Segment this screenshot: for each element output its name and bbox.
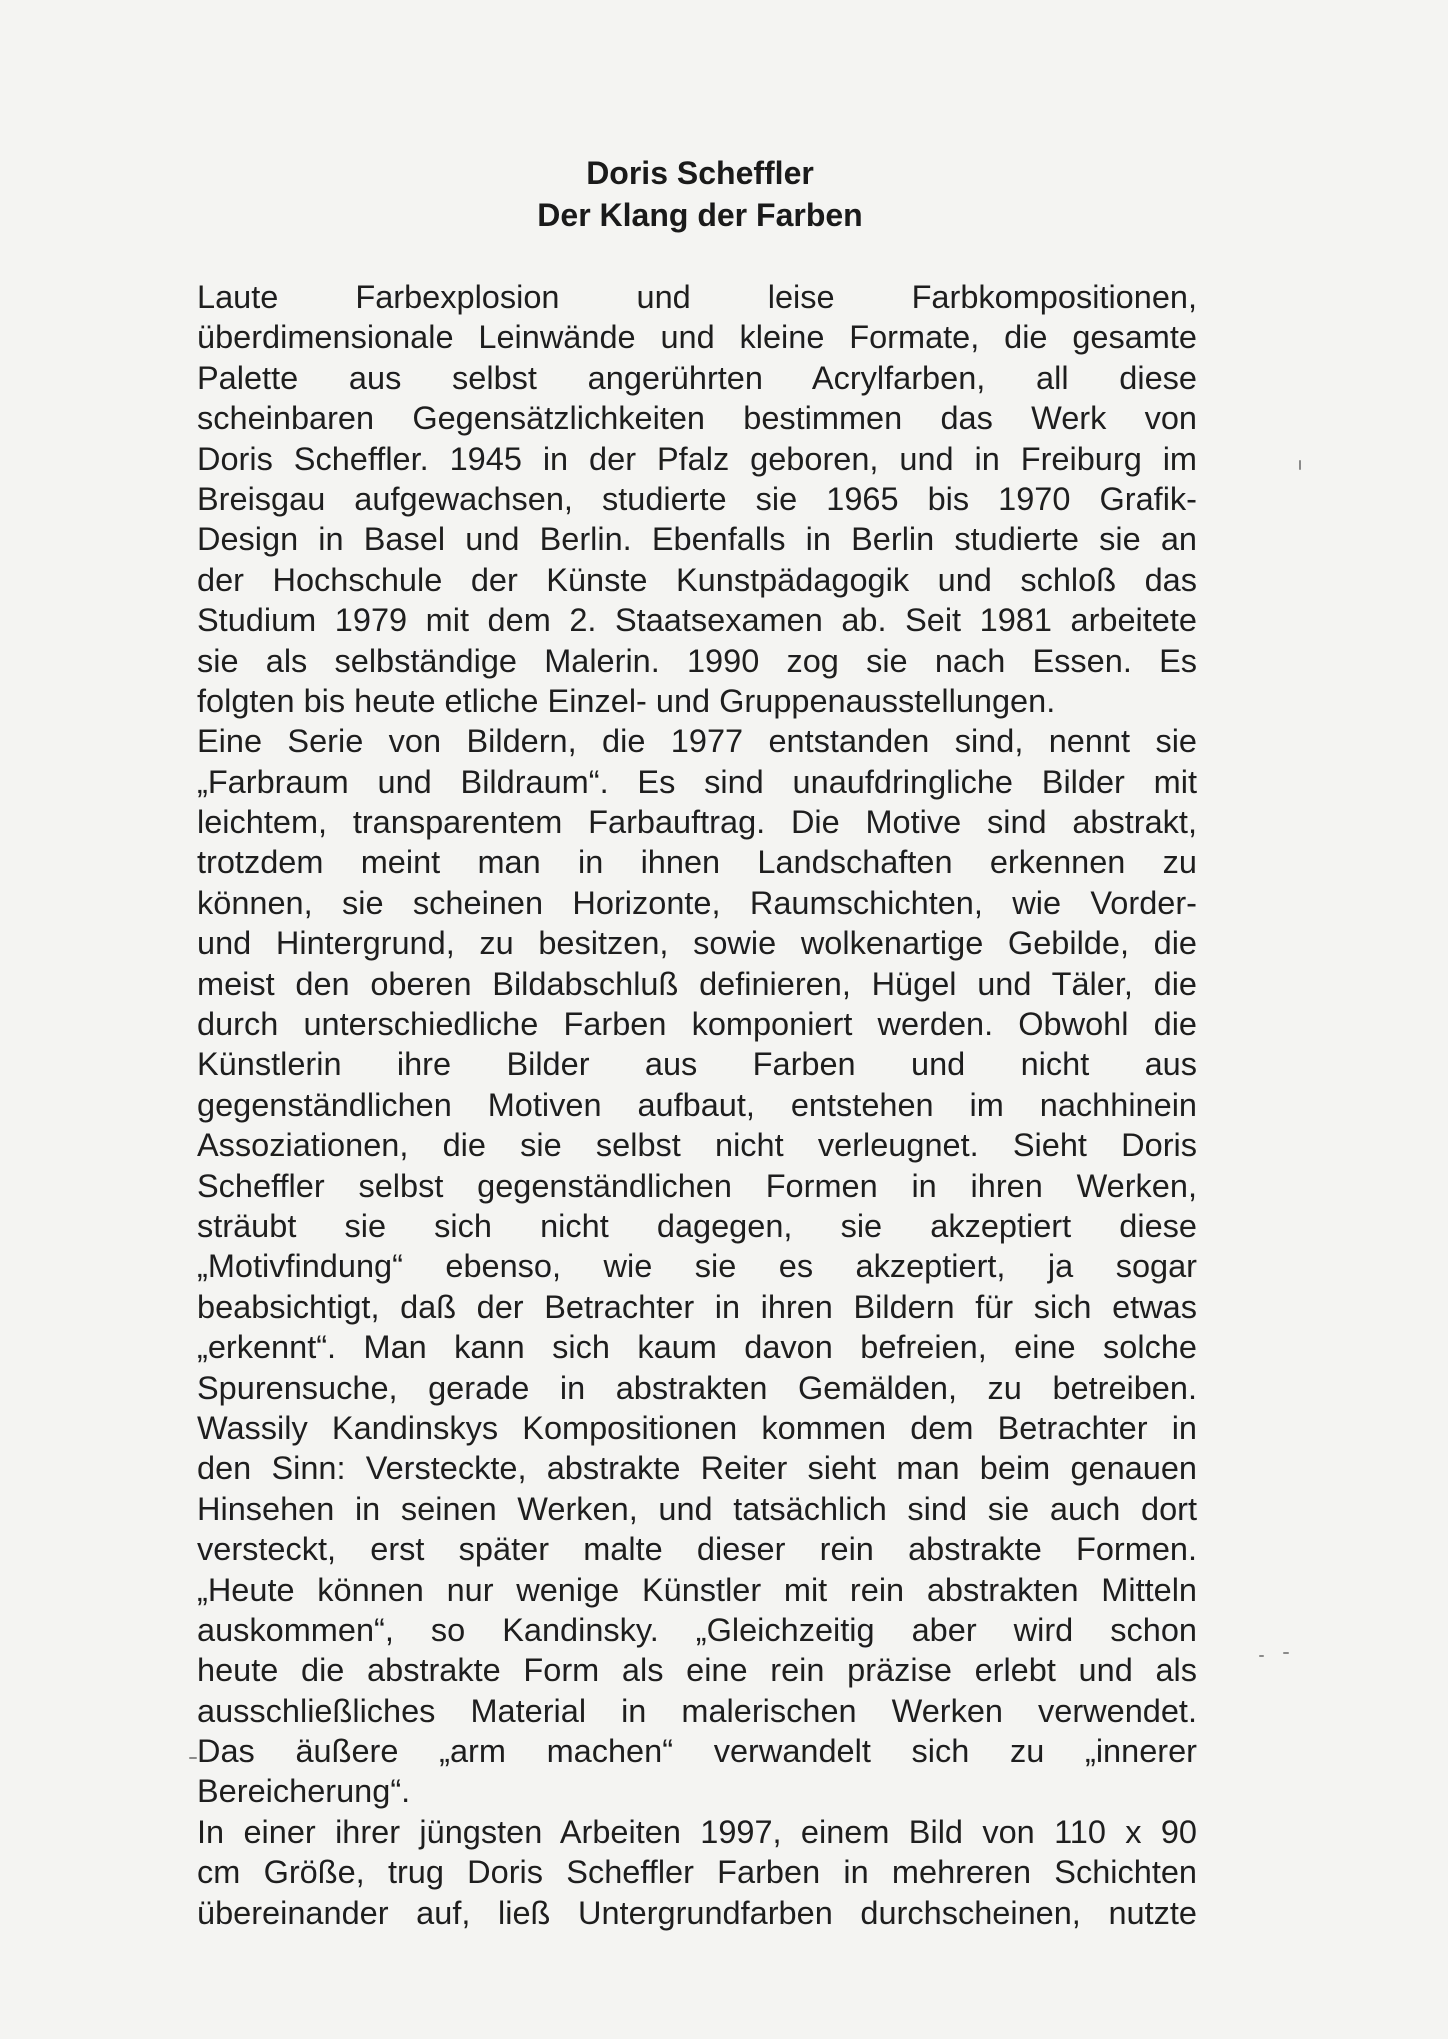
text-line: durch unterschiedliche Farben komponiert werden. Obwohl die — [197, 1006, 1197, 1043]
scan-speck — [1259, 1655, 1264, 1657]
author-name: Doris Scheffler — [586, 155, 814, 191]
text-line: sie als selbständige Malerin. 1990 zog sie nach Essen. Es — [197, 642, 1197, 679]
text-line: Scheffler selbst gegenständlichen Formen in ihren Werken, — [197, 1167, 1197, 1204]
text-line: den Sinn: Versteckte, abstrakte Reiter sieht man beim genauen — [197, 1450, 1197, 1487]
text-line: „erkennt“. Man kann sich kaum davon befreien, eine solche — [197, 1329, 1197, 1366]
text-line: überdimensionale Leinwände und kleine Formate, die gesamte — [197, 319, 1197, 356]
text-line: cm Größe, trug Doris Scheffler Farben in mehreren Schichten — [197, 1854, 1197, 1891]
text-line: übereinander auf, ließ Untergrundfarben durchscheinen, nutzte — [197, 1894, 1197, 1931]
text-line: trotzdem meint man in ihnen Landschaften erkennen zu — [197, 844, 1197, 881]
text-line: und Hintergrund, zu besitzen, sowie wolkenartige Gebilde, die — [197, 925, 1197, 962]
text-line: Studium 1979 mit dem 2. Staatsexamen ab. Seit 1981 arbeitete — [197, 602, 1197, 639]
text-line: Hinsehen in seinen Werken, und tatsächlich sind sie auch dort — [197, 1490, 1197, 1527]
text-line: Doris Scheffler. 1945 in der Pfalz geboren, und in Freiburg im — [197, 440, 1197, 477]
text-line: Laute Farbexplosion und leise Farbkompositionen, — [197, 279, 1197, 315]
text-line: der Hochschule der Künste Kunstpädagogik und schloß das — [197, 561, 1197, 598]
text-line: Künstlerin ihre Bilder aus Farben und nicht aus — [197, 1046, 1197, 1083]
text-line: „Farbraum und Bildraum“. Es sind unaufdringliche Bilder mit — [197, 763, 1197, 800]
text-line: Design in Basel und Berlin. Ebenfalls in Berlin studierte sie an — [197, 521, 1197, 558]
text-line: Bereicherung“. — [197, 1773, 411, 1810]
text-line: sträubt sie sich nicht dagegen, sie akzeptiert diese — [197, 1207, 1197, 1244]
text-line: „Heute können nur wenige Künstler mit rein abstrakten Mitteln — [197, 1571, 1197, 1608]
body-text — [197, 277, 1197, 1933]
document-title: Der Klang der Farben — [537, 197, 863, 233]
text-line: leichtem, transparentem Farbauftrag. Die Motive sind abstrakt, — [197, 804, 1197, 841]
scan-speck — [189, 1757, 197, 1759]
text-line: In einer ihrer jüngsten Arbeiten 1997, einem Bild von 110 x 90 — [197, 1813, 1197, 1850]
text-line: können, sie scheinen Horizonte, Raumschichten, wie Vorder- — [197, 884, 1197, 921]
text-line: Das äußere „arm machen“ verwandelt sich zu „innerer — [197, 1733, 1197, 1770]
scan-speck — [1283, 1652, 1289, 1654]
text-line: folgten bis heute etliche Einzel- und Gruppenausstellungen. — [197, 682, 1056, 719]
text-line: auskommen“, so Kandinsky. „Gleichzeitig aber wird schon — [197, 1611, 1197, 1648]
text-line: scheinbaren Gegensätzlichkeiten bestimmen das Werk von — [197, 400, 1197, 437]
title-block — [0, 152, 1400, 236]
text-line: Spurensuche, gerade in abstrakten Gemälden, zu betreiben. — [197, 1369, 1197, 1406]
text-line: meist den oberen Bildabschluß definieren, Hügel und Täler, die — [197, 965, 1197, 1002]
scan-speck — [1299, 460, 1301, 470]
text-line: Wassily Kandinskys Kompositionen kommen dem Betrachter in — [197, 1409, 1197, 1446]
text-line: Eine Serie von Bildern, die 1977 entstanden sind, nennt sie — [197, 723, 1197, 760]
text-line: Assoziationen, die sie selbst nicht verleugnet. Sieht Doris — [197, 1127, 1197, 1164]
text-line: „Motivfindung“ ebenso, wie sie es akzeptiert, ja sogar — [197, 1248, 1197, 1285]
text-line: beabsichtigt, daß der Betrachter in ihren Bildern für sich etwas — [197, 1288, 1197, 1325]
text-line: gegenständlichen Motiven aufbaut, entstehen im nachhinein — [197, 1086, 1197, 1123]
text-line: Breisgau aufgewachsen, studierte sie 1965 bis 1970 Grafik- — [197, 480, 1197, 517]
text-line: heute die abstrakte Form als eine rein präzise erlebt und als — [197, 1652, 1197, 1689]
text-line: ausschließliches Material in malerischen Werken verwendet. — [197, 1692, 1197, 1729]
text-line: Palette aus selbst angerührten Acrylfarben, all diese — [197, 359, 1197, 396]
text-line: versteckt, erst später malte dieser rein abstrakte Formen. — [197, 1531, 1197, 1568]
